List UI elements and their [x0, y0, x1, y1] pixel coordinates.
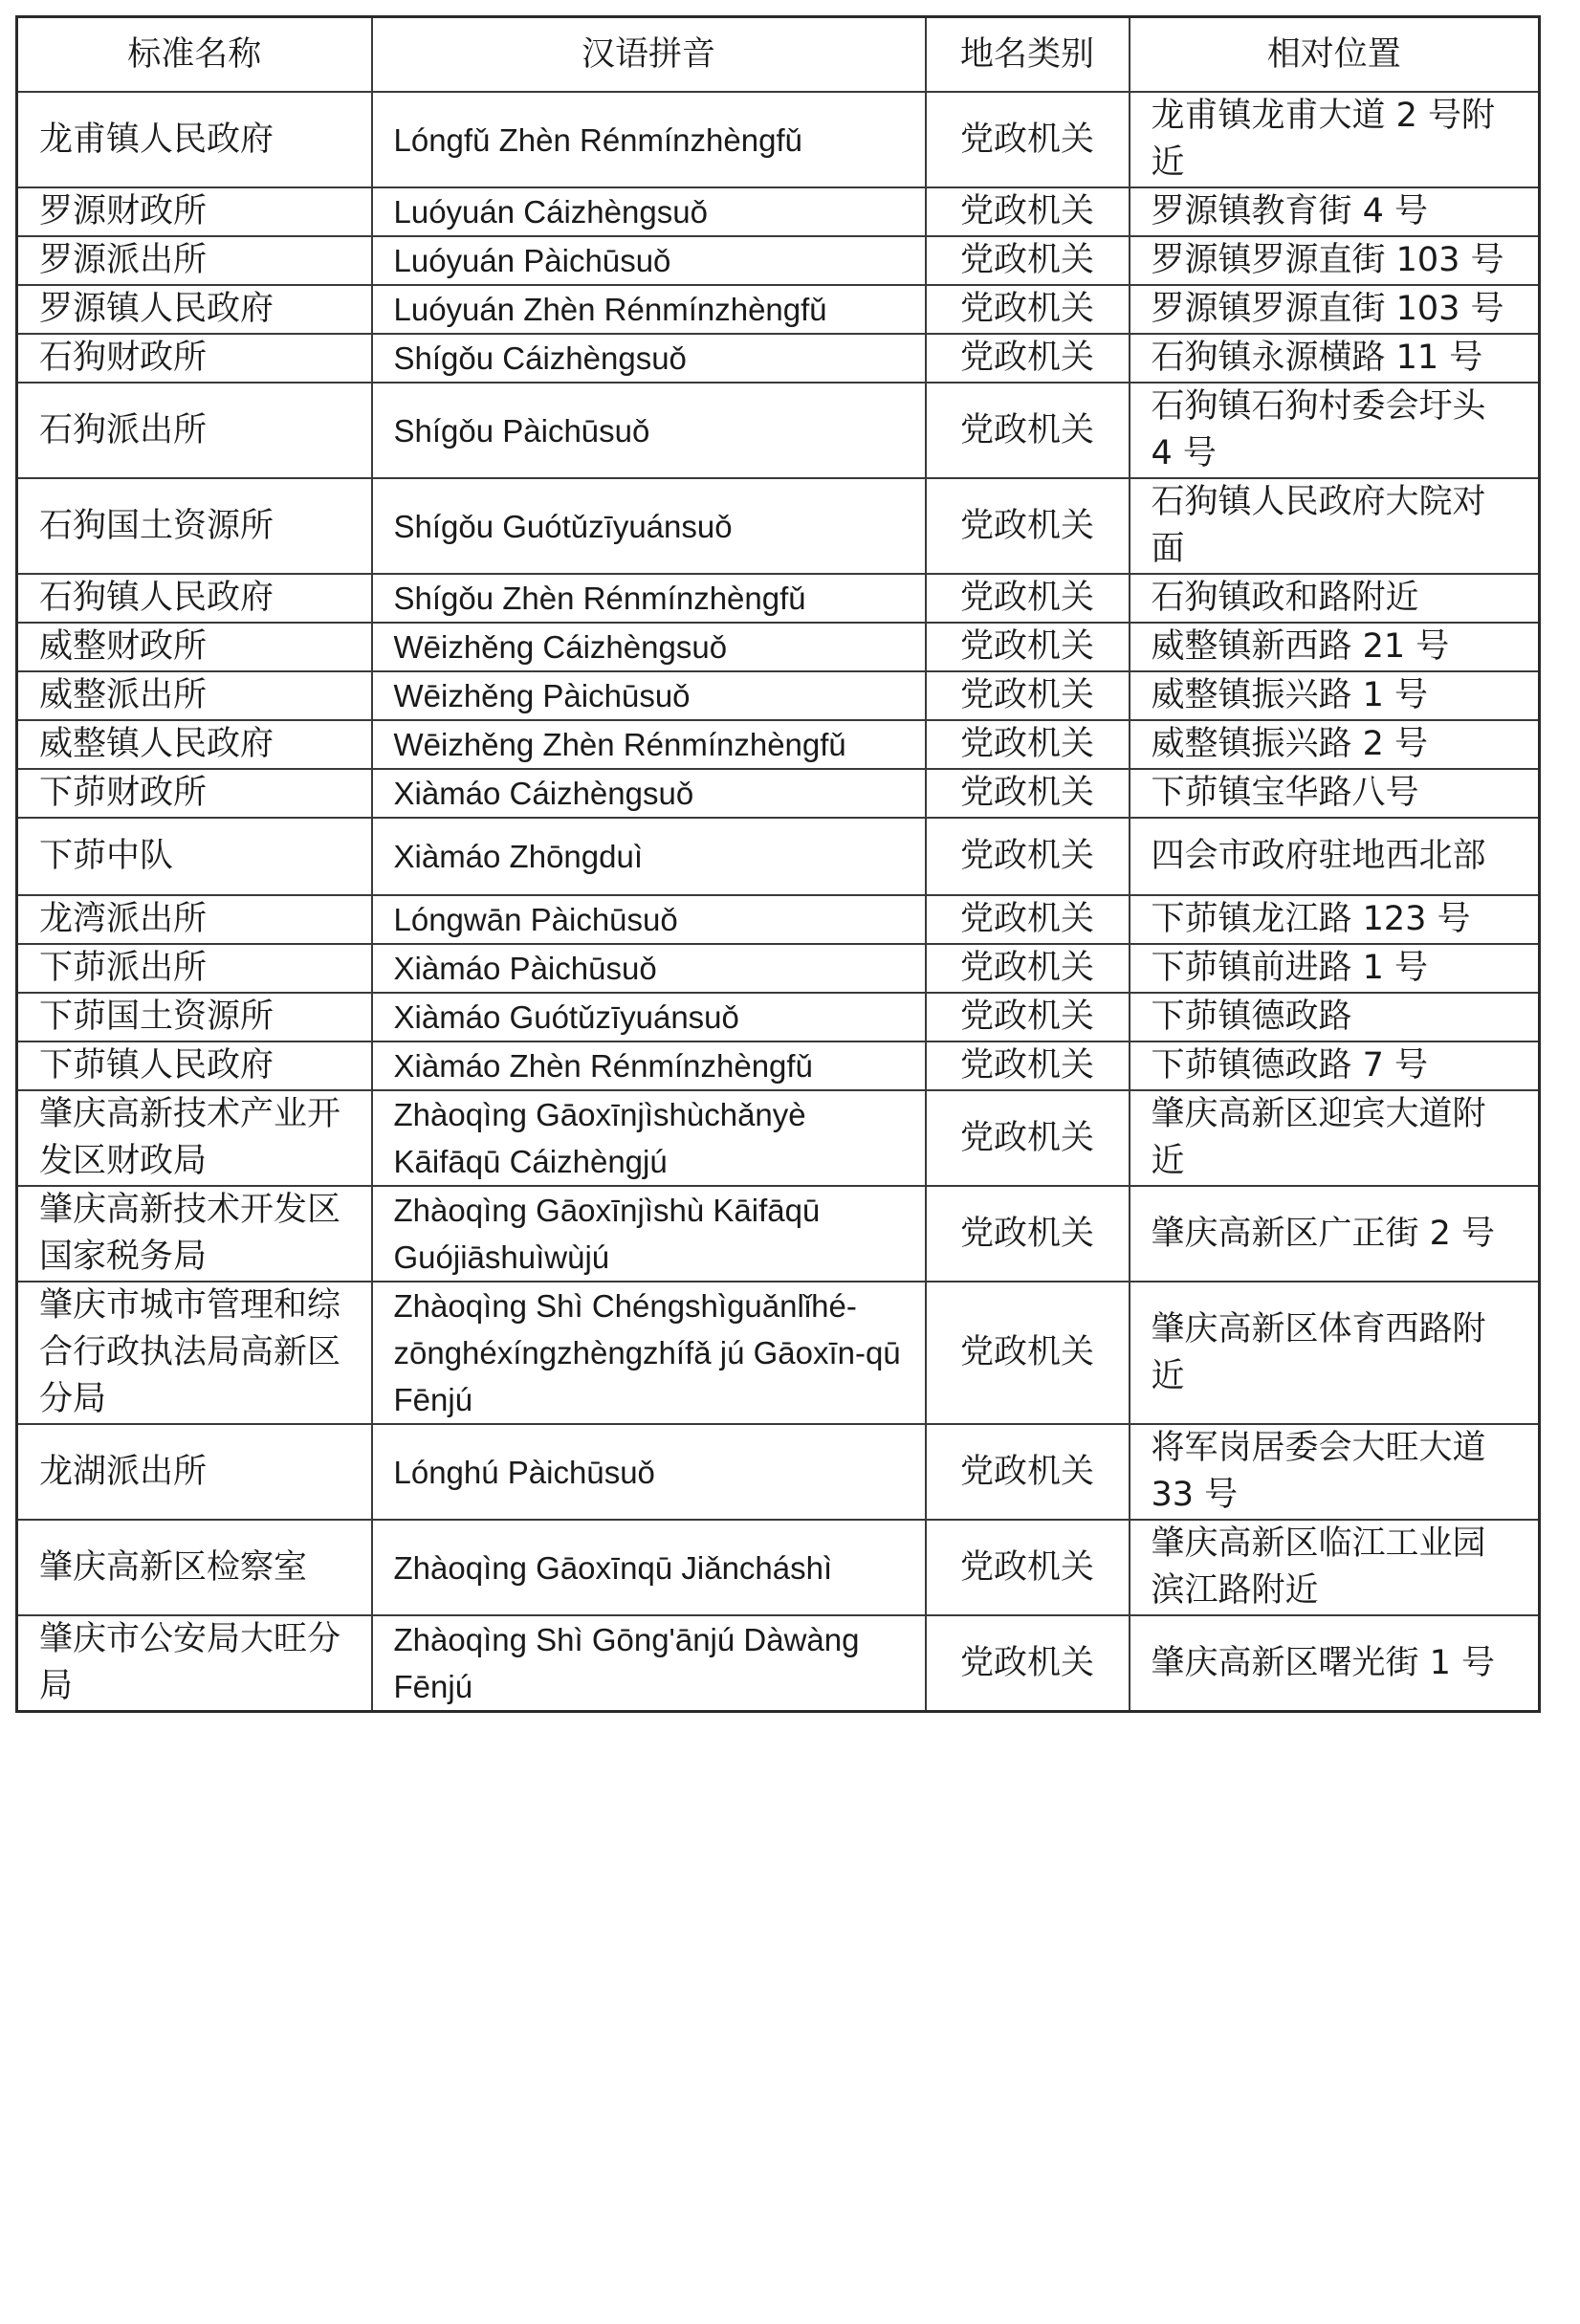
- table-row: [17, 944, 1540, 993]
- cell-pinyin: Zhàoqìng Gāoxīnqū Jiǎncháshì: [372, 1520, 926, 1615]
- table-row: [17, 769, 1540, 818]
- cell-pinyin: Zhàoqìng Shì Chéngshìguǎnlǐhé-zōnghéxíngzhèngzhífǎ jú Gāoxīn-qū Fēnjú: [372, 1282, 926, 1424]
- table-row: [17, 236, 1540, 285]
- cell-category: 党政机关: [926, 574, 1130, 623]
- table-row: [17, 383, 1540, 478]
- cell-category: 党政机关: [926, 1615, 1130, 1712]
- cell-location: 将军岗居委会大旺大道 33 号: [1130, 1424, 1540, 1520]
- cell-standard-name: 石狗镇人民政府: [17, 574, 372, 623]
- cell-pinyin: Luóyuán Zhèn Rénmínzhèngfǔ: [372, 285, 926, 334]
- cell-standard-name: 下茆中队: [17, 818, 372, 895]
- cell-category: 党政机关: [926, 236, 1130, 285]
- cell-category: 党政机关: [926, 1090, 1130, 1186]
- cell-pinyin: Luóyuán Pàichūsuǒ: [372, 236, 926, 285]
- cell-standard-name: 下茆派出所: [17, 944, 372, 993]
- table-row: [17, 1041, 1540, 1090]
- cell-location: 下茆镇德政路 7 号: [1130, 1041, 1540, 1090]
- table-row: [17, 1282, 1540, 1424]
- cell-standard-name: 下茆财政所: [17, 769, 372, 818]
- cell-standard-name: 肇庆高新技术产业开发区财政局: [17, 1090, 372, 1186]
- cell-location: 肇庆高新区临江工业园滨江路附近: [1130, 1520, 1540, 1615]
- table-row: [17, 285, 1540, 334]
- cell-pinyin: Zhàoqìng Shì Gōng'ānjú Dàwàng Fēnjú: [372, 1615, 926, 1712]
- cell-standard-name: 石狗财政所: [17, 334, 372, 383]
- table-body: [17, 92, 1540, 1712]
- cell-location: 肇庆高新区广正街 2 号: [1130, 1186, 1540, 1282]
- cell-location: 罗源镇教育街 4 号: [1130, 187, 1540, 236]
- cell-pinyin: Lóngwān Pàichūsuǒ: [372, 895, 926, 944]
- cell-standard-name: 肇庆市城市管理和综合行政执法局高新区分局: [17, 1282, 372, 1424]
- cell-standard-name: 龙湾派出所: [17, 895, 372, 944]
- cell-location: 罗源镇罗源直街 103 号: [1130, 285, 1540, 334]
- cell-standard-name: 龙甫镇人民政府: [17, 92, 372, 187]
- cell-standard-name: 威整派出所: [17, 671, 372, 720]
- cell-location: 石狗镇石狗村委会圩头 4 号: [1130, 383, 1540, 478]
- cell-location: 下茆镇德政路: [1130, 993, 1540, 1041]
- cell-pinyin: Xiàmáo Pàichūsuǒ: [372, 944, 926, 993]
- cell-standard-name: 肇庆市公安局大旺分局: [17, 1615, 372, 1712]
- cell-pinyin: Wēizhěng Pàichūsuǒ: [372, 671, 926, 720]
- cell-standard-name: 罗源财政所: [17, 187, 372, 236]
- header-pinyin: 汉语拼音: [372, 17, 926, 93]
- table-row: [17, 574, 1540, 623]
- cell-location: 下茆镇宝华路八号: [1130, 769, 1540, 818]
- cell-location: 石狗镇永源横路 11 号: [1130, 334, 1540, 383]
- cell-standard-name: 罗源派出所: [17, 236, 372, 285]
- table-row: [17, 623, 1540, 671]
- cell-category: 党政机关: [926, 993, 1130, 1041]
- table-row: [17, 1615, 1540, 1712]
- cell-location: 威整镇振兴路 1 号: [1130, 671, 1540, 720]
- cell-standard-name: 威整财政所: [17, 623, 372, 671]
- cell-category: 党政机关: [926, 1282, 1130, 1424]
- header-standard-name: 标准名称: [17, 17, 372, 93]
- cell-category: 党政机关: [926, 623, 1130, 671]
- cell-category: 党政机关: [926, 285, 1130, 334]
- cell-category: 党政机关: [926, 383, 1130, 478]
- cell-category: 党政机关: [926, 1520, 1130, 1615]
- table-row: [17, 993, 1540, 1041]
- cell-category: 党政机关: [926, 1424, 1130, 1520]
- cell-pinyin: Shígǒu Cáizhèngsuǒ: [372, 334, 926, 383]
- cell-pinyin: Xiàmáo Cáizhèngsuǒ: [372, 769, 926, 818]
- cell-standard-name: 肇庆高新区检察室: [17, 1520, 372, 1615]
- table-row: [17, 187, 1540, 236]
- cell-standard-name: 石狗派出所: [17, 383, 372, 478]
- cell-location: 石狗镇政和路附近: [1130, 574, 1540, 623]
- cell-location: 威整镇振兴路 2 号: [1130, 720, 1540, 769]
- cell-category: 党政机关: [926, 895, 1130, 944]
- cell-location: 下茆镇龙江路 123 号: [1130, 895, 1540, 944]
- table-row: [17, 1090, 1540, 1186]
- table-row: [17, 1186, 1540, 1282]
- cell-category: 党政机关: [926, 769, 1130, 818]
- table-row: [17, 92, 1540, 187]
- cell-location: 肇庆高新区曙光街 1 号: [1130, 1615, 1540, 1712]
- table-header-row: [17, 17, 1540, 93]
- cell-pinyin: Xiàmáo Zhèn Rénmínzhèngfǔ: [372, 1041, 926, 1090]
- cell-standard-name: 龙湖派出所: [17, 1424, 372, 1520]
- cell-location: 石狗镇人民政府大院对面: [1130, 478, 1540, 574]
- cell-pinyin: Wēizhěng Cáizhèngsuǒ: [372, 623, 926, 671]
- cell-standard-name: 罗源镇人民政府: [17, 285, 372, 334]
- table-row: [17, 818, 1540, 895]
- cell-category: 党政机关: [926, 818, 1130, 895]
- cell-pinyin: Luóyuán Cáizhèngsuǒ: [372, 187, 926, 236]
- cell-category: 党政机关: [926, 1041, 1130, 1090]
- table-row: [17, 478, 1540, 574]
- cell-category: 党政机关: [926, 671, 1130, 720]
- cell-category: 党政机关: [926, 334, 1130, 383]
- cell-category: 党政机关: [926, 1186, 1130, 1282]
- cell-pinyin: Zhàoqìng Gāoxīnjìshùchǎnyè Kāifāqū Cáizhèngjú: [372, 1090, 926, 1186]
- cell-location: 肇庆高新区体育西路附近: [1130, 1282, 1540, 1424]
- cell-location: 下茆镇前进路 1 号: [1130, 944, 1540, 993]
- cell-category: 党政机关: [926, 720, 1130, 769]
- cell-location: 威整镇新西路 21 号: [1130, 623, 1540, 671]
- cell-pinyin: Shígǒu Guótǔzīyuánsuǒ: [372, 478, 926, 574]
- cell-category: 党政机关: [926, 478, 1130, 574]
- cell-pinyin: Lóngfǔ Zhèn Rénmínzhèngfǔ: [372, 92, 926, 187]
- cell-category: 党政机关: [926, 187, 1130, 236]
- cell-category: 党政机关: [926, 944, 1130, 993]
- cell-location: 龙甫镇龙甫大道 2 号附近: [1130, 92, 1540, 187]
- cell-pinyin: Wēizhěng Zhèn Rénmínzhèngfǔ: [372, 720, 926, 769]
- table-row: [17, 895, 1540, 944]
- cell-standard-name: 下茆国土资源所: [17, 993, 372, 1041]
- cell-pinyin: Shígǒu Pàichūsuǒ: [372, 383, 926, 478]
- cell-category: 党政机关: [926, 92, 1130, 187]
- cell-location: 肇庆高新区迎宾大道附近: [1130, 1090, 1540, 1186]
- table-row: [17, 671, 1540, 720]
- cell-pinyin: Lónghú Pàichūsuǒ: [372, 1424, 926, 1520]
- header-location: 相对位置: [1130, 17, 1540, 93]
- cell-pinyin: Shígǒu Zhèn Rénmínzhèngfǔ: [372, 574, 926, 623]
- cell-standard-name: 肇庆高新技术开发区国家税务局: [17, 1186, 372, 1282]
- cell-pinyin: Xiàmáo Zhōngduì: [372, 818, 926, 895]
- cell-standard-name: 威整镇人民政府: [17, 720, 372, 769]
- table-row: [17, 334, 1540, 383]
- table-row: [17, 720, 1540, 769]
- place-name-table: [15, 15, 1541, 1713]
- cell-standard-name: 下茆镇人民政府: [17, 1041, 372, 1090]
- table-row: [17, 1424, 1540, 1520]
- table-row: [17, 1520, 1540, 1615]
- cell-location: 罗源镇罗源直街 103 号: [1130, 236, 1540, 285]
- cell-standard-name: 石狗国土资源所: [17, 478, 372, 574]
- cell-location: 四会市政府驻地西北部: [1130, 818, 1540, 895]
- cell-pinyin: Zhàoqìng Gāoxīnjìshù Kāifāqū Guójiāshuìwùjú: [372, 1186, 926, 1282]
- cell-pinyin: Xiàmáo Guótǔzīyuánsuǒ: [372, 993, 926, 1041]
- header-category: 地名类别: [926, 17, 1130, 93]
